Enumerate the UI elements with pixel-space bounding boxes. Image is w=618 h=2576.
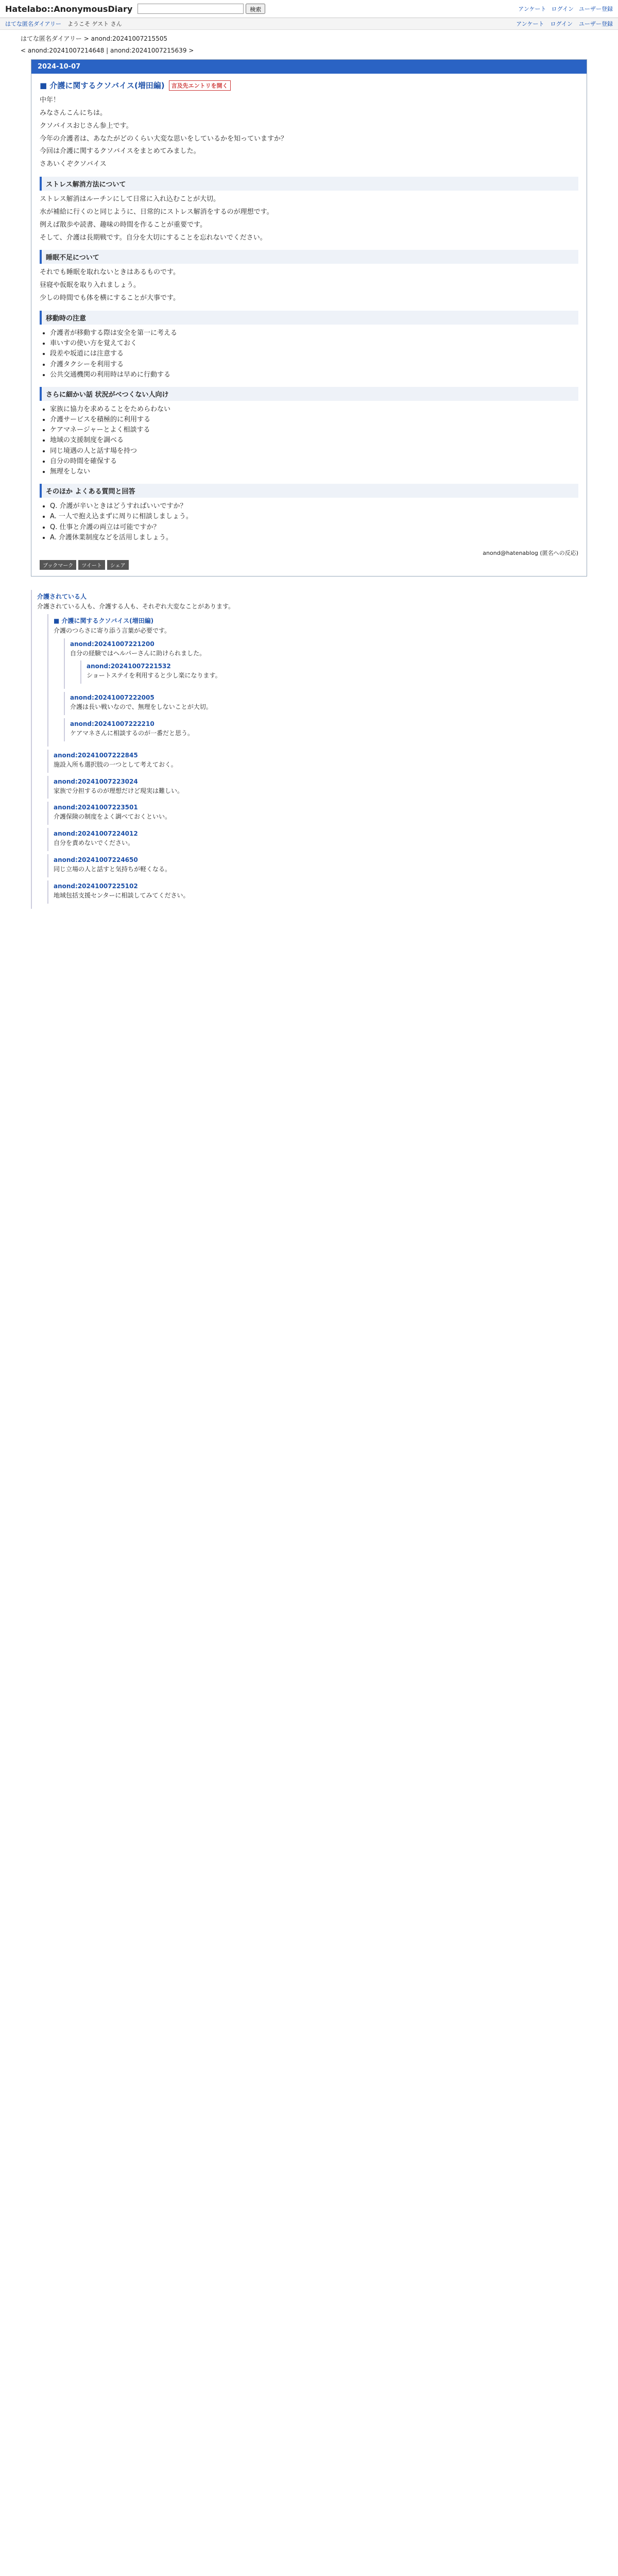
tree-node-text: 介護のつらさに寄り添う言葉が必要です。 [54,626,171,634]
qa-item: • Q. 介護が辛いときはどうすればいいですか？ [50,502,578,511]
tree-node-text: 介護保険の制度をよく調べておくといい。 [54,813,171,821]
tree-node-title[interactable]: anond:20241007222210 [70,720,154,727]
tree-node [64,692,597,715]
tree-node [31,590,597,909]
tree-node [64,638,597,689]
share-button[interactable]: シェア [107,560,129,570]
entry-para: 今回は介護に関するクソバイスをまとめてみました。 [40,147,200,156]
response-tree [0,582,618,917]
section-heading: 移動時の注意 [40,311,578,325]
tree-node [47,750,597,773]
prev-next-nav[interactable]: < anond:20241007214648 | anond:20241007215639 > [21,47,194,54]
list-item: • 介護タクシーを利用する [50,360,578,369]
list-item: • 介護者が移動する際は安全を第一に考える [50,329,578,338]
tree-node [47,880,597,904]
tree-node-text: 自分を責めないでください。 [54,839,134,847]
entry-date: 2024-10-07 [31,60,587,74]
tree-node [47,828,597,851]
bookmark-button[interactable]: ブックマーク [40,560,76,570]
tree-node-text: 介護は長い戦いなので、無理をしないことが大切。 [70,703,212,711]
tree-node-title[interactable]: anond:20241007221200 [70,640,154,648]
tree-node [47,614,597,747]
detail-list [50,405,578,477]
qa-item: • A. 介護休業制度などを活用しましょう。 [50,533,578,543]
search-box [138,4,265,14]
list-item: • ケアマネージャーとよく相談する [50,426,578,435]
reference-tag[interactable]: 言及先エントリを開く [169,80,231,91]
top-links [518,5,613,13]
list-item: • 家族に協力を求めることをためらわない [50,405,578,414]
tree-node-title[interactable]: anond:20241007222005 [70,694,154,702]
tree-node-title[interactable]: anond:20241007224650 [54,856,138,863]
list-item: • 段差や坂道には注意する [50,349,578,359]
list-item: • 同じ境遇の人と話す場を持つ [50,447,578,456]
tree-node-text: ショートステイを利用すると少し楽になります。 [87,672,221,680]
section-para: 昼寝や仮眠を取り入れましょう。 [40,281,141,290]
entry-footer[interactable]: anond@hatenablog (匿名への反応) [483,549,578,556]
list-item: • 自分の時間を確保する [50,457,578,466]
sub-nav-register[interactable]: ユーザー登録 [579,21,613,27]
tree-node-title[interactable]: anond:20241007222845 [54,751,138,759]
tree-node-title[interactable]: ■ 介護に関するクソバイス(増田編) [54,617,154,624]
entry-title[interactable]: ■ 介護に関するクソバイス(増田編) [40,81,165,90]
move-list [50,329,578,380]
entry-para: みなさんこんにちは。 [40,109,107,117]
breadcrumb: はてな匿名ダイアリー > anond:20241007215505 [21,35,168,42]
sub-nav [0,18,618,30]
sub-nav-survey[interactable]: アンケート [516,21,544,27]
section-para: ストレス解消はルーチンにして日常に入れ込むことが大切。 [40,195,220,204]
share-buttons [40,560,578,570]
entry-body [31,74,587,576]
sub-nav-login[interactable]: ログイン [550,21,573,27]
sub-nav-right [516,20,613,28]
tree-node-text: 介護されている人も、介護する人も、それぞれ大変なことがあります。 [37,602,235,610]
tree-node-text: 施設入所も選択肢の一つとして考えておく。 [54,760,177,768]
top-bar [0,0,618,18]
tree-node-text: 同じ立場の人と話すと気持ちが軽くなる。 [54,865,171,873]
top-link-survey[interactable]: アンケート [518,6,546,12]
section-heading: 睡眠不足について [40,250,578,264]
search-input[interactable] [138,4,244,14]
welcome-text: ようこそ ゲスト さん [67,21,122,27]
list-item: • 地域の支援制度を調べる [50,436,578,445]
top-link-login[interactable]: ログイン [551,6,574,12]
section-heading: そのほか よくある質問と回答 [40,484,578,498]
tree-node-title[interactable]: anond:20241007223024 [54,777,138,785]
site-logo[interactable]: Hatelabo::AnonymousDiary [5,4,133,14]
tree-node [47,776,597,799]
section-para: 例えば散歩や読書、趣味の時間を作ることが重要です。 [40,221,207,229]
tweet-button[interactable]: ツイート [78,560,105,570]
entry-para: さあいくぞクソバイス [40,160,107,168]
qa-item: • Q. 仕事と介護の両立は可能ですか？ [50,523,578,532]
tree-node [64,718,597,741]
tree-node-title[interactable]: anond:20241007225102 [54,882,138,890]
list-item: • 公共交通機関の利用時は早めに行動する [50,370,578,380]
list-item: • 介護サービスを積極的に利用する [50,415,578,425]
search-button[interactable]: 検索 [246,4,265,14]
list-item: • 無理をしない [50,467,578,477]
tree-node [47,854,597,877]
section-para: 水が補給に行くのと同じように、日常的にストレス解消をするのが理想です。 [40,208,273,216]
section-heading: さらに細かい話 状況がべつくない人向け [40,387,578,401]
section-para: それでも睡眠を取れないときはあるものです。 [40,268,180,277]
entry-para: 今年の介護者は、あなたがどのくらい大変な思いをしているかを知っていますか？ [40,134,288,143]
tree-node-text: 家族で分担するのが理想だけど現実は難しい。 [54,787,184,794]
tree-node-text: 自分の経験ではヘルパーさんに助けられました。 [70,649,206,657]
section-heading: ストレス解消方法について [40,177,578,191]
tree-node [47,802,597,825]
tree-node-text: ケアマネさんに相談するのが一番だと思う。 [70,729,194,737]
entry-para: 中年！ [40,96,60,104]
tree-node-text: 地域包括支援センターに相談してみてください。 [54,891,190,899]
tree-node-title[interactable]: anond:20241007224012 [54,830,138,838]
tree-node-title[interactable]: 介護されている人 [37,592,87,600]
sub-nav-home[interactable]: はてな匿名ダイアリー [5,21,62,27]
section-para: そして、介護は長期戦です。自分を大切にすることを忘れないでください。 [40,233,267,242]
entry-para: クソバイスおじさん参上です。 [40,122,133,130]
tree-node-title[interactable]: anond:20241007223501 [54,804,138,811]
qa-item: • A. 一人で抱え込まずに周りに相談しましょう。 [50,512,578,521]
tree-node [80,660,597,684]
section-para: 少しの時間でも体を横にすることが大事です。 [40,294,180,302]
qa-list [50,502,578,543]
tree-node-title[interactable]: anond:20241007221532 [87,663,171,670]
top-link-register[interactable]: ユーザー登録 [579,6,613,12]
list-item: • 車いすの使い方を覚えておく [50,339,578,348]
entry-panel [31,59,587,577]
entry-title-row [40,80,578,91]
